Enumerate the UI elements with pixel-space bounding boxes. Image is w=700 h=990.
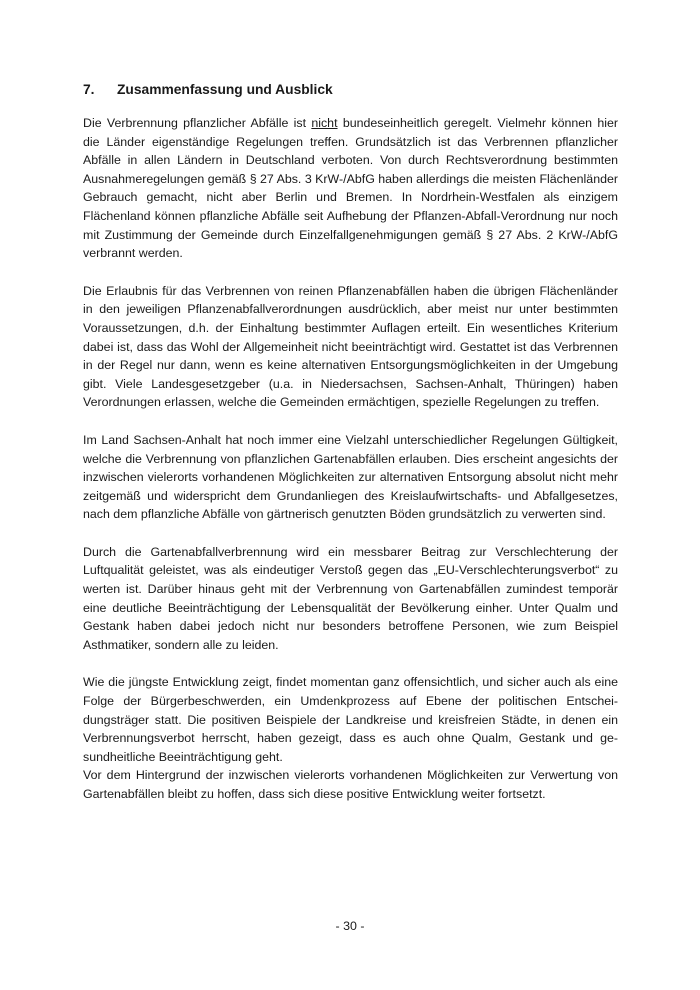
underlined-word: nicht <box>311 116 338 130</box>
document-page <box>83 80 618 804</box>
paragraph-3: Im Land Sachsen-Anhalt hat noch immer eine Vielzahl unterschiedlicher Regelungen Gültigkeit, welche die Verbrennung von pflanzlichen Gartenabfällen erlauben. Dies erscheint angesichts der inzwischen vielerorts vorhandenen Möglichkeiten zur alternativen Entsorgung absolut nicht mehr zeitgemäß und widerspricht dem Grundanliegen des Kreislaufwirtschafts- und Abfallgesetzes, nach dem pflanzliche Abfälle von gärtnerisch genutzten Böden grundsätzlich zu verwerten sind. <box>83 432 618 522</box>
section-title: Zusammenfassung und Ausblick <box>117 82 333 97</box>
paragraph-5: Wie die jüngste Entwicklung zeigt, findet momentan ganz offensichtlich, und sicher auch als eine Folge der Bürgerbeschwerden, ein Umdenkprozess auf Ebene der politischen Entscheidungsträger statt. Die positiven Beispiele der Landkreise und kreisfreien Städte, in denen ein Verbrennungsverbot herrscht, haben gezeigt, dass es auch ohne Qualm, Gestank und gesundheitliche Beeinträchtigung geht. <box>83 675 618 764</box>
page-number: - 30 - <box>335 919 365 933</box>
paragraph-2: Die Erlaubnis für das Verbrennen von reinen Pflanzenabfällen haben die übrigen Flächenländer in den jeweiligen Pflanzenabfallverordnungen ausdrücklich, aber meist nur unter bestimmten Voraussetzungen, d.h. der Einhaltung bestimmter Auflagen erteilt. Ein wesentliches Kriterium dabei ist, dass das Wohl der Allgemeinheit nicht beeinträchtigt wird. Gestattet ist das Verbrennen in der Regel nur dann, wenn es keine alternativen Entsorgungsmöglichkeiten in der Umgebung gibt. Viele Landesgesetzgeber (u.a. in Niedersachsen, Sachsen-Anhalt, Thüringen) haben Verordnungen erlassen, welche die Gemeinden ermächtigen, spezielle Regelungen zu treffen. <box>83 283 618 410</box>
paragraph-1-text-b: bundeseinheitlich geregelt. Vielmehr können hier die Länder eigenständige Regelungen treffen. Grundsätzlich ist das Verbrennen pflanzlicher Abfälle in allen Ländern in Deutschland verboten. Von durch Rechtsverordnung bestimmten Ausnahmeregelungen gemäß § 27 Abs. 3 KrW-/AbfG haben allerdings die meisten Flächenländer Gebrauch gemacht, nicht aber Berlin und Bremen. In Nordrhein-Westfalen als einzigem Flächenland können pflanzliche Abfälle seit Aufhebung der Pflanzen-Abfall-Verordnung nur noch mit Zustimmung der Gemeinde durch Einzelfallgenehmigungen gemäß § 27 Abs. 2 KrW-/AbfG verbrannt werden. <box>83 116 618 261</box>
paragraph-6: Vor dem Hintergrund der inzwischen vielerorts vorhandenen Möglichkeiten zur Verwertung von Gartenabfällen bleibt zu hoffen, dass sich diese positive Entwicklung weiter fortsetzt. <box>83 768 618 801</box>
paragraph-1 <box>83 114 618 263</box>
section-number: 7. <box>83 82 95 97</box>
paragraph-4: Durch die Gartenabfallverbrennung wird ein messbarer Beitrag zur Verschlechterung der Luftqualität geleistet, was als eindeutiger Verstoß gegen das „EU-Verschlechterungsverbot“ zu werten ist. Darüber hinaus geht mit der Verbrennung von Gartenabfällen zumindest temporär eine deutliche Beeinträchtigung der Lebensqualität der Bevölkerung einher. Unter Qualm und Gestank haben dabei jedoch nicht nur besonders betroffene Personen, wie zum Beispiel Asthmatiker, sondern alle zu leiden. <box>83 544 618 652</box>
paragraph-1-text-a: Die Verbrennung pflanzlicher Abfälle ist <box>83 116 312 130</box>
section-heading <box>83 80 618 100</box>
